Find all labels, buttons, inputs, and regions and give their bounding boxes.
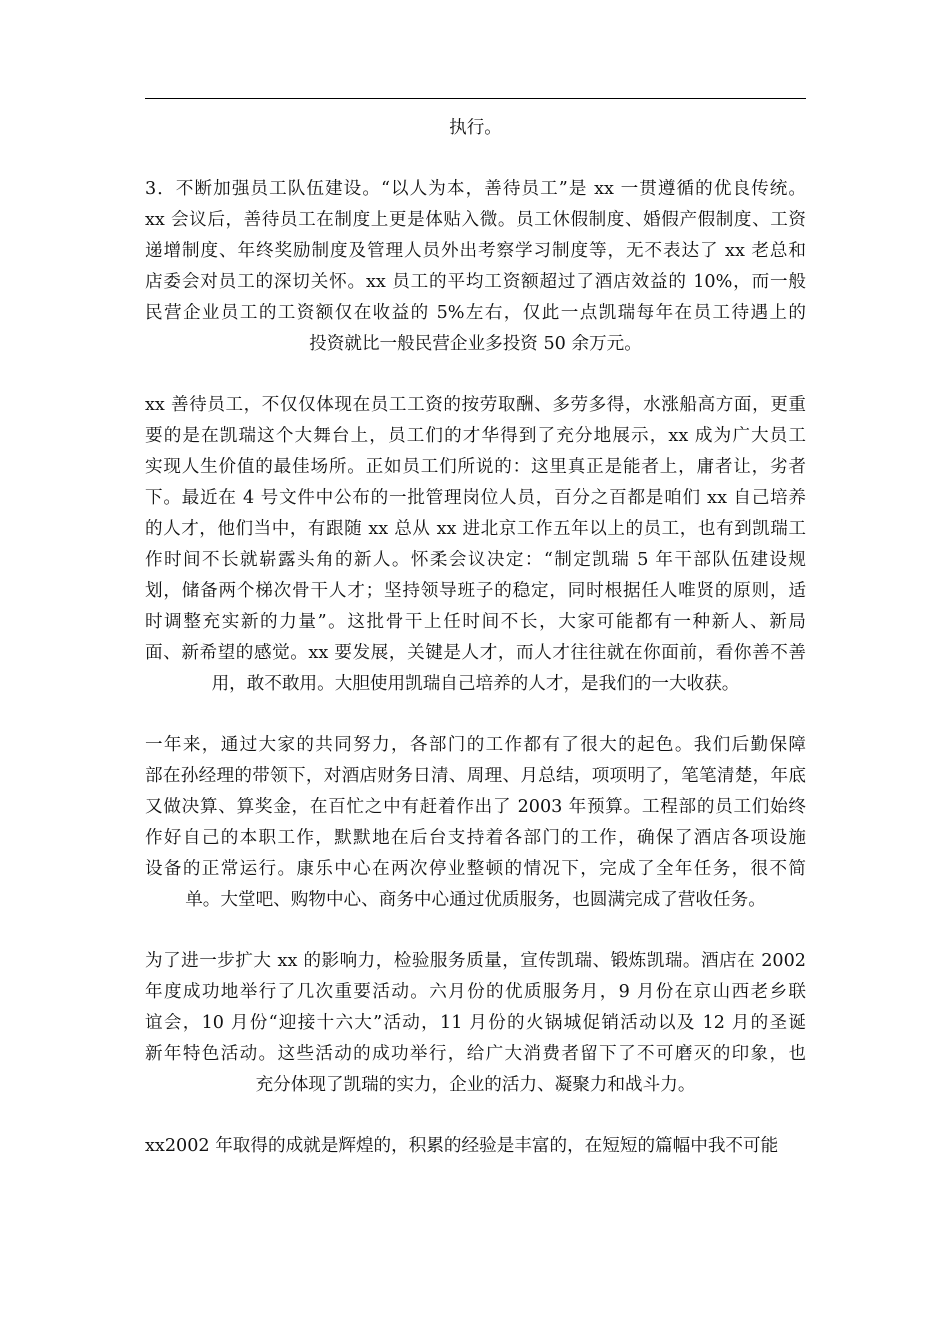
text-line: 一年来，通过大家的共同努力，各部门的工作都有了很大的起色。我们后勤保障 [145,735,806,755]
document-body [145,113,806,1192]
text-line: 店委会对员工的深切关怀。xx 员工的平均工资额超过了酒店效益的 10%，而一般 [145,272,806,292]
text-line: xx 会议后，善待员工在制度上更是体贴入微。员工休假制度、婚假产假制度、工资 [145,210,806,230]
text-line: 为了进一步扩大 xx 的影响力，检验服务质量，宣传凯瑞、锻炼凯瑞。酒店在 2002 [145,951,806,971]
text-line: 充分体现了凯瑞的实力，企业的活力、凝聚力和战斗力。 [255,1075,696,1095]
text-line: 作好自己的本职工作，默默地在后台支持着各部门的工作，确保了酒店各项设施 [145,828,806,848]
paragraph [145,946,806,1101]
text-line: 谊会，10 月份“迎接十六大”活动，11 月份的火锅城促销活动以及 12 月的圣诞 [145,1013,806,1033]
text-line: 设备的正常运行。康乐中心在两次停业整顿的情况下，完成了全年任务，很不简 [145,859,806,879]
text-line: 3．不断加强员工队伍建设。“以人为本，善待员工”是 xx 一贯遵循的优良传统。 [145,179,806,199]
text-line: 实现人生价值的最佳场所。正如员工们所说的：这里真正是能者上，庸者让，劣者 [145,457,806,477]
text-line: 划，储备两个梯次骨干人才；坚持领导班子的稳定，同时根据任人唯贤的原则，适 [145,581,806,601]
text-line: 执行。 [449,118,502,138]
text-line: xx 善待员工，不仅仅体现在员工工资的按劳取酬、多劳多得，水涨船高方面，更重 [145,395,806,415]
paragraph [145,390,806,700]
paragraph [145,1131,806,1162]
text-line: 新年特色活动。这些活动的成功举行，给广大消费者留下了不可磨灭的印象，也 [145,1044,806,1064]
text-line: xx2002 年取得的成就是辉煌的，积累的经验是丰富的，在短短的篇幅中我不可能 [145,1136,779,1156]
text-line: 用，敢不敢用。大胆使用凯瑞自己培养的人才，是我们的一大收获。 [211,674,740,694]
text-line: 部在孙经理的带领下，对酒店财务日清、周理、月总结，项项明了，笔笔清楚，年底 [145,766,806,786]
text-line: 时调整充实新的力量”。这批骨干上任时间不长，大家可能都有一种新人、新局 [145,612,806,632]
text-line: 年度成功地举行了几次重要活动。六月份的优质服务月，9 月份在京山西老乡联 [145,982,806,1002]
paragraph [145,113,806,144]
text-line: 要的是在凯瑞这个大舞台上，员工们的才华得到了充分地展示，xx 成为广大员工 [145,426,806,446]
text-line: 民营企业员工的工资额仅在收益的 5%左右，仅此一点凯瑞每年在员工待遇上的 [145,303,806,323]
top-rule [145,98,806,99]
paragraph [145,174,806,360]
text-line: 单。大堂吧、购物中心、商务中心通过优质服务，也圆满完成了营收任务。 [185,890,766,910]
text-line: 作时间不长就崭露头角的新人。怀柔会议决定：“制定凯瑞 5 年干部队伍建设规 [145,550,806,570]
text-line: 下。最近在 4 号文件中公布的一批管理岗位人员，百分之百都是咱们 xx 自己培养 [145,488,806,508]
text-line: 的人才，他们当中，有跟随 xx 总从 xx 进北京工作五年以上的员工，也有到凯瑞工 [145,519,806,539]
paragraph [145,730,806,916]
text-line: 投资就比一般民营企业多投资 50 余万元。 [309,334,642,354]
text-line: 递增制度、年终奖励制度及管理人员外出考察学习制度等，无不表达了 xx 老总和 [145,241,806,261]
text-line: 又做决算、算奖金，在百忙之中有赶着作出了 2003 年预算。工程部的员工们始终 [145,797,806,817]
text-line: 面、新希望的感觉。xx 要发展，关键是人才，而人才往往就在你面前，看你善不善 [145,643,806,663]
